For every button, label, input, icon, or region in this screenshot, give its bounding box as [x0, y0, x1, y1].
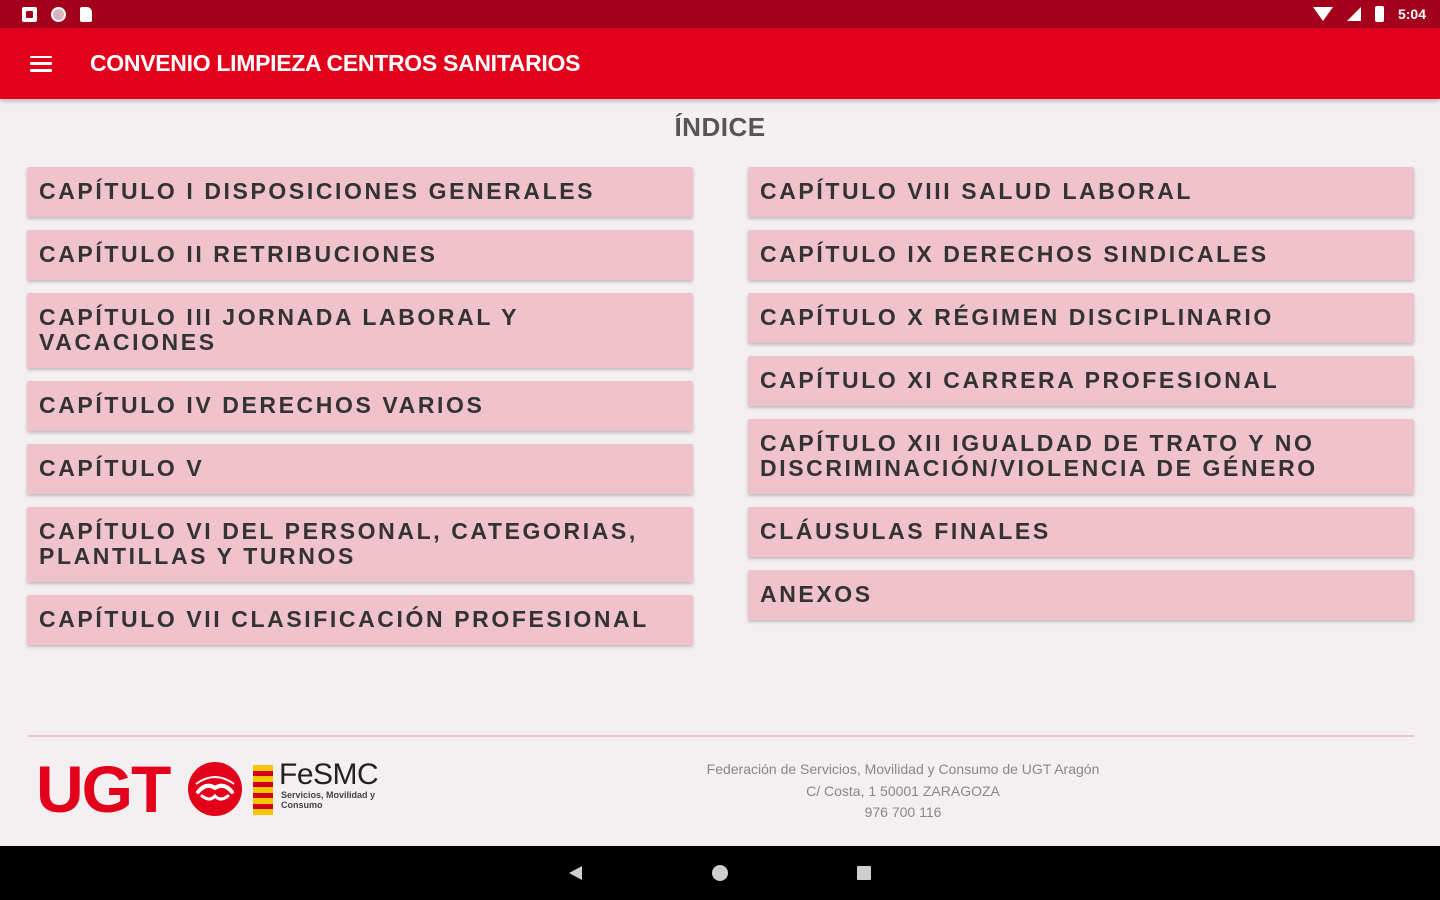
aragon-flag-icon	[253, 765, 273, 815]
system-nav-bar	[0, 846, 1440, 900]
app-title: CONVENIO LIMPIEZA CENTROS SANITARIOS	[90, 50, 581, 76]
final-clauses-button[interactable]: CLÁUSULAS FINALES	[748, 507, 1414, 557]
annexes-button[interactable]: ANEXOS	[748, 570, 1414, 620]
status-system	[1313, 6, 1426, 22]
chapter-button-8[interactable]: CAPÍTULO VIII SALUD LABORAL	[748, 167, 1414, 217]
chapter-button-12[interactable]: CAPÍTULO XII IGUALDAD DE TRATO Y NO DISCRIMINACIÓN/VIOLENCIA DE GÉNERO	[748, 419, 1414, 494]
sd-card-icon	[80, 7, 92, 22]
back-icon[interactable]	[569, 866, 582, 880]
home-icon[interactable]	[712, 865, 728, 881]
page-title: ÍNDICE	[674, 112, 766, 142]
hamburger-menu-icon[interactable]	[30, 56, 52, 72]
org-name: Federación de Servicios, Movilidad y Consumo de UGT Aragón	[706, 761, 1100, 777]
chapter-button-6[interactable]: CAPÍTULO VI DEL PERSONAL, CATEGORIAS, PLANTILLAS Y TURNOS	[27, 507, 693, 582]
status-notifications	[22, 7, 92, 22]
chapter-button-2[interactable]: CAPÍTULO II RETRIBUCIONES	[27, 230, 693, 280]
handshake-logo-icon	[188, 762, 242, 816]
chapter-button-9[interactable]: CAPÍTULO IX DERECHOS SINDICALES	[748, 230, 1414, 280]
footer-contact-info	[600, 759, 1206, 824]
recent-apps-icon[interactable]	[857, 866, 871, 880]
chapter-button-1[interactable]: CAPÍTULO I DISPOSICIONES GENERALES	[27, 167, 693, 217]
wifi-icon	[1313, 7, 1333, 21]
chapter-button-7[interactable]: CAPÍTULO VII CLASIFICACIÓN PROFESIONAL	[27, 595, 693, 645]
chapter-button-5[interactable]: CAPÍTULO V	[27, 444, 693, 494]
signal-icon	[1347, 7, 1361, 21]
chapter-button-10[interactable]: CAPÍTULO X RÉGIMEN DISCIPLINARIO	[748, 293, 1414, 343]
org-address: C/ Costa, 1 50001 ZARAGOZA	[806, 782, 1000, 799]
fesmc-logo-subtitle: Servicios, Movilidad y Consumo	[281, 790, 376, 810]
chapter-list-left	[27, 167, 693, 645]
chapter-button-4[interactable]: CAPÍTULO IV DERECHOS VARIOS	[27, 381, 693, 431]
battery-icon	[1375, 6, 1384, 22]
org-phone: 976 700 116	[864, 804, 942, 820]
notification-square-icon	[22, 7, 37, 22]
fesmc-logo: FeSMC	[279, 758, 379, 791]
footer-divider	[28, 735, 1414, 737]
app-bar	[0, 28, 1440, 99]
chapter-button-3[interactable]: CAPÍTULO III JORNADA LABORAL Y VACACIONES	[27, 293, 693, 368]
chapter-button-11[interactable]: CAPÍTULO XI CARRERA PROFESIONAL	[748, 356, 1414, 406]
status-time: 5:04	[1397, 6, 1426, 22]
status-bar	[0, 0, 1440, 28]
notification-circle-icon	[51, 7, 66, 22]
chapter-list-right	[748, 167, 1414, 620]
ugt-logo: UGT	[36, 752, 170, 826]
